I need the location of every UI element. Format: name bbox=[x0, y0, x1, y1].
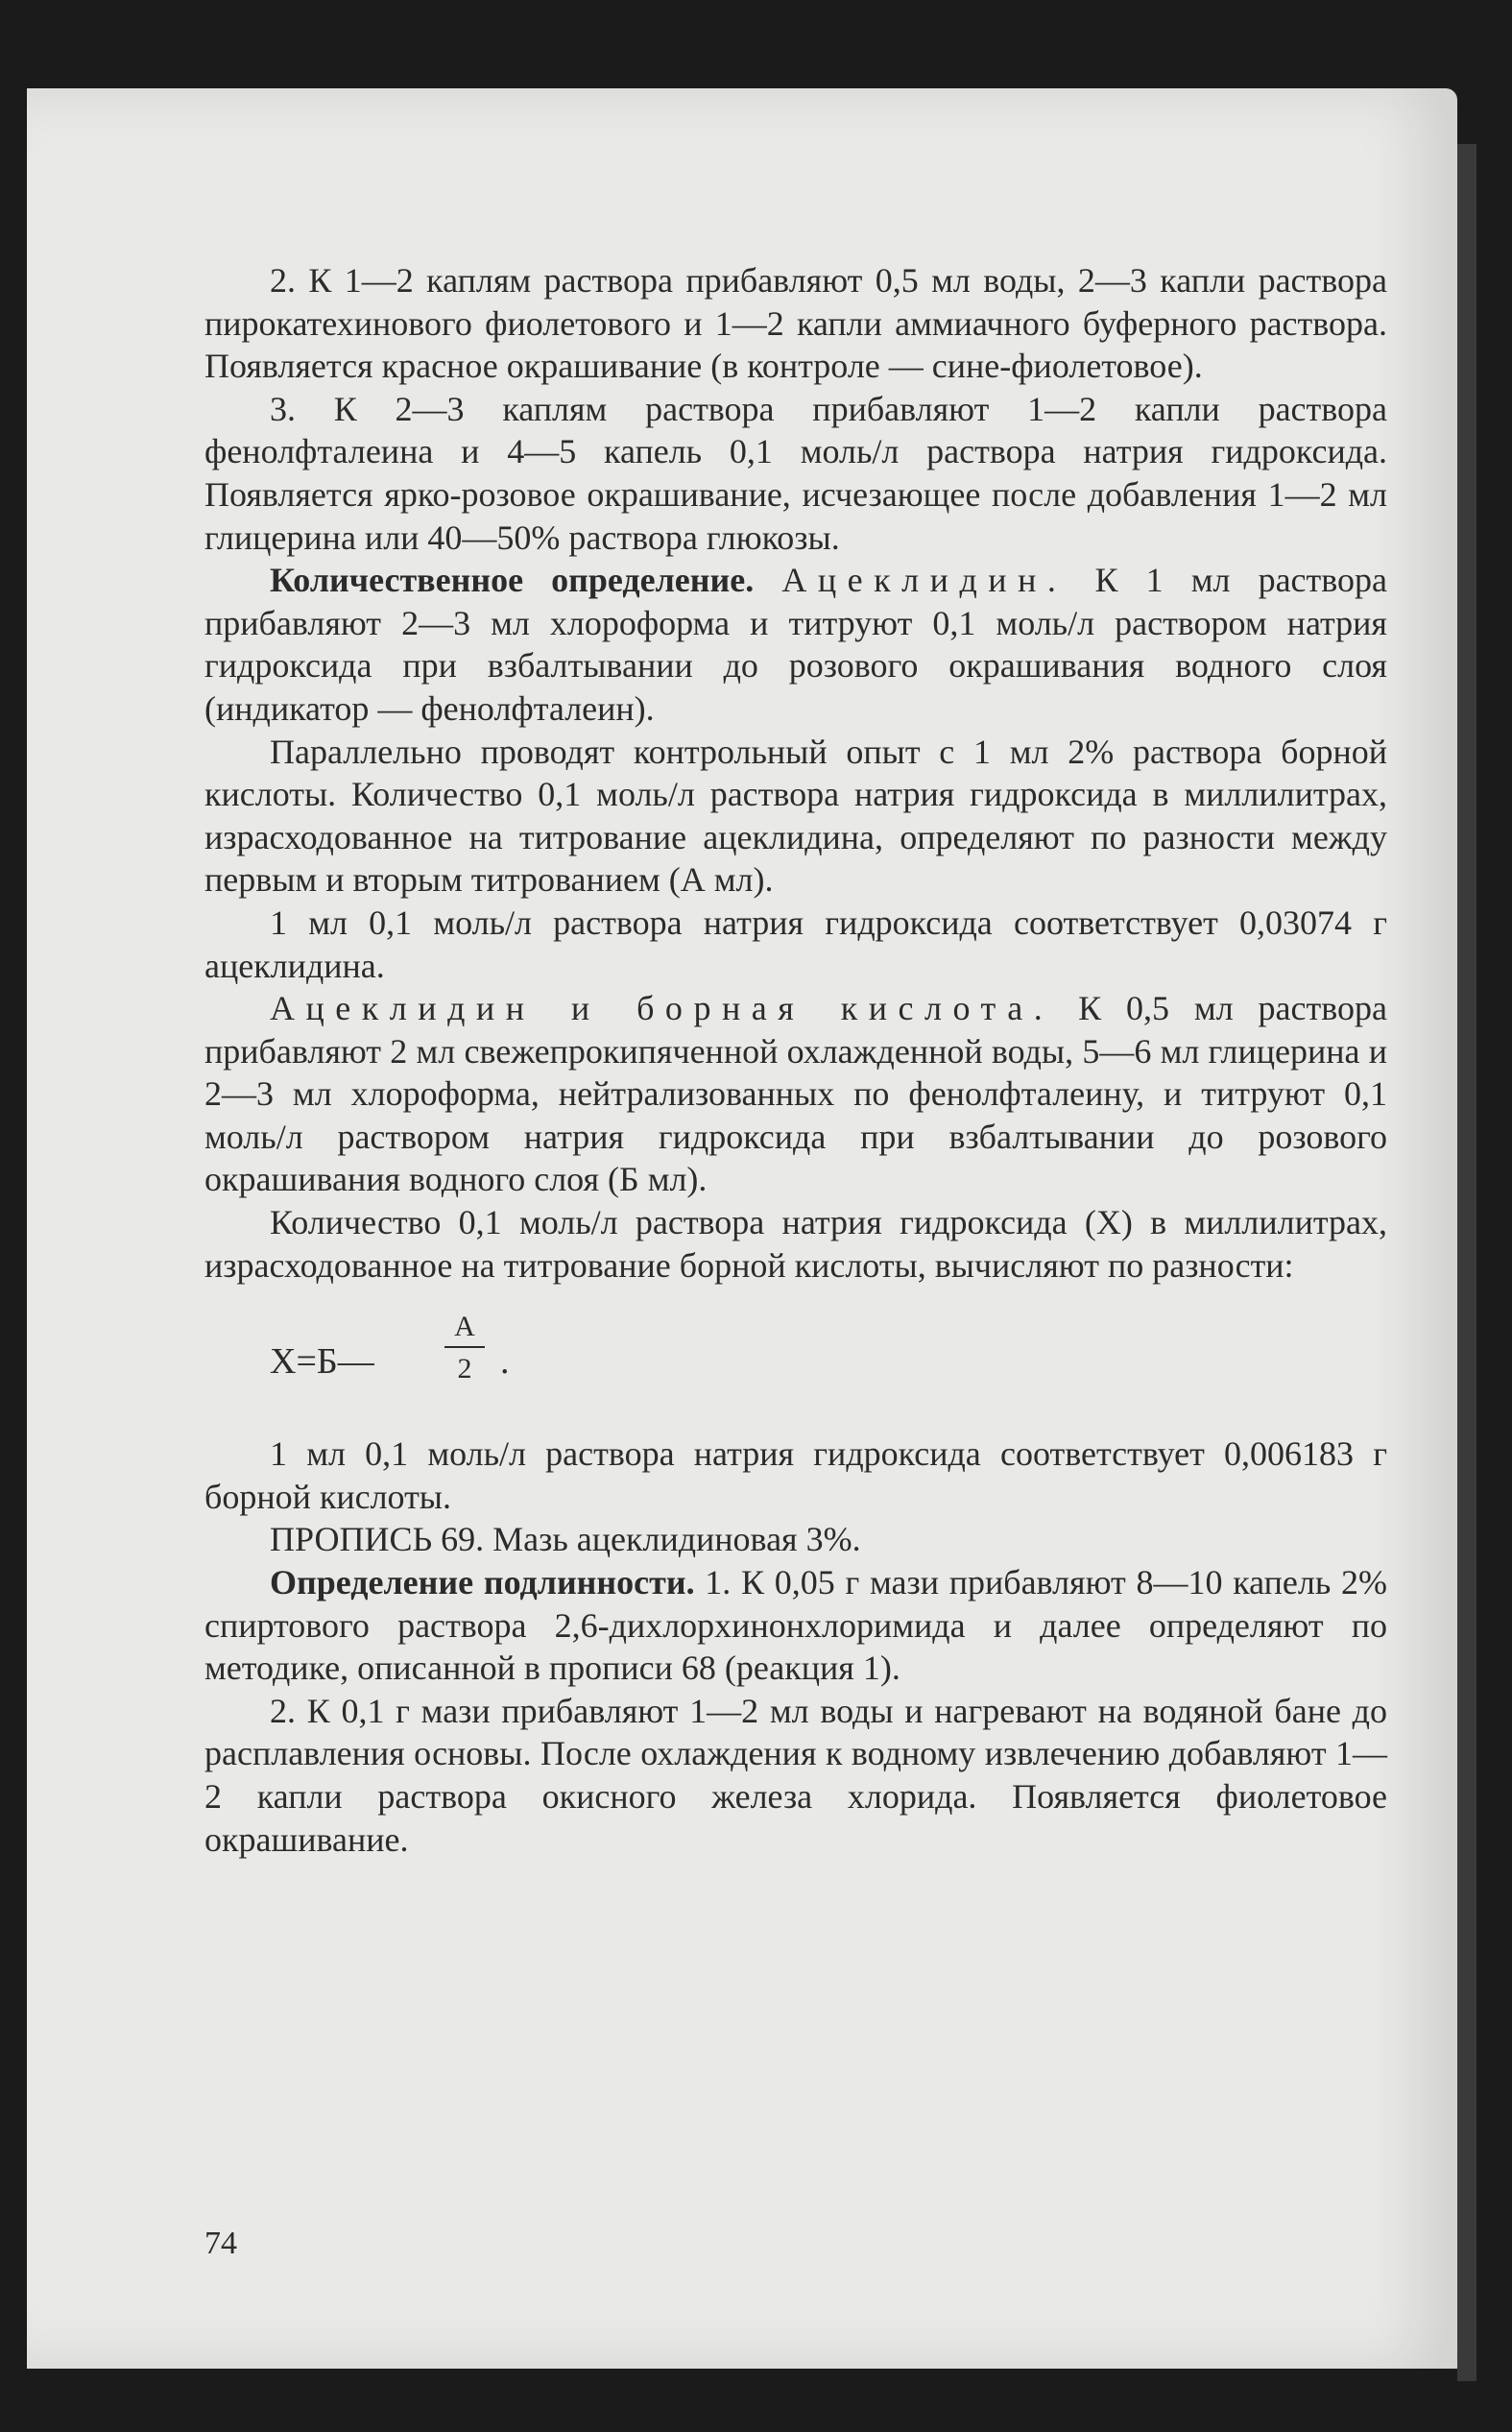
formula-tail: . bbox=[500, 1341, 510, 1383]
formula-fraction bbox=[441, 1308, 489, 1390]
paragraph-control-test: Параллельно проводят контрольный опыт с 1 мл 2% раствора борной кислоты. Количество 0,1 моль/л раствора натрия гидроксида в миллилитрах, израсходованное на титрование ацеклидина, определяют по разности между первым и вторым титрованием (А мл). bbox=[204, 732, 1387, 900]
spaced-term-aceclidine: Ацеклидин. bbox=[781, 561, 1068, 600]
formula-denominator: 2 bbox=[457, 1353, 472, 1385]
paragraph-reaction-2: 2. К 1—2 каплям раствора прибавляют 0,5 мл воды, 2—3 капли раствора пирокатехинового фиолетового и 1—2 капли аммиачного буферного раствора. Появляется красное окрашивание (в контроле — сине-фиолетовое). bbox=[204, 261, 1387, 386]
body-text bbox=[204, 259, 1387, 1861]
paragraph-equivalent-1: 1 мл 0,1 моль/л раствора натрия гидроксида соответствует 0,03074 г ацеклидина. bbox=[204, 903, 1387, 985]
paragraph-difference: Количество 0,1 моль/л раствора натрия гидроксида (X) в миллилитрах, израсходованное на титрование борной кислоты, вычисляют по разности: bbox=[204, 1203, 1387, 1285]
paragraph-identification: Определение подлинности. 1. К 0,05 г мази прибавляют 8—10 капель 2% спиртового раствора 2,6-дихлорхинонхлоримида и далее определяют по методике, описанной в прописи 68 (реакция 1). bbox=[204, 1563, 1387, 1688]
paragraph-equivalent-2: 1 мл 0,1 моль/л раствора натрия гидроксида соответствует 0,006183 г борной кислоты. bbox=[204, 1434, 1387, 1516]
paragraph-identification-2: 2. К 0,1 г мази прибавляют 1—2 мл воды и нагревают на водяной бане до расплавления основы. После охлаждения к водному извлечению добавляют 1—2 капли раствора окисного железа хлорида. Появляется фиолетовое окрашивание. bbox=[204, 1691, 1387, 1859]
page-edge-shadow bbox=[1457, 144, 1476, 2381]
page-number: 74 bbox=[204, 2226, 237, 2261]
formula-numerator: А bbox=[454, 1311, 475, 1343]
paragraph-quantitative: Количественное определение. Ацеклидин. К 1 мл раствора прибавляют 2—3 мл хлороформа и титруют 0,1 моль/л раствором натрия гидроксида при взбалтывании до розового окрашивания водного слоя (индикатор — фенолфталеин). bbox=[204, 561, 1387, 728]
paragraph-reaction-3: 3. К 2—3 каплям раствора прибавляют 1—2 капли раствора фенолфталеина и 4—5 капель 0,1 моль/л раствора натрия гидроксида. Появляется ярко-розовое окрашивание, исчезающее после добавления 1—2 мл глицерина или 40—50% раствора глюкозы. bbox=[204, 389, 1387, 557]
formula-lhs: X=Б— bbox=[270, 1341, 374, 1383]
paragraph-aceclidine-boric: Ацеклидин и борная кислота. К 0,5 мл раствора прибавляют 2 мл свежепрокипяченной охлажденной воды, 5—6 мл глицерина и 2—3 мл хлороформа, нейтрализованных по фенолфталеину, и титруют 0,1 моль/л раствором натрия гидроксида при взбалтывании до розового окрашивания водного слоя (Б мл). bbox=[204, 989, 1387, 1199]
formula bbox=[270, 1308, 1387, 1413]
spaced-term-aceclidine-boric: Ацеклидин и борная кислота. bbox=[270, 989, 1054, 1028]
section-heading-identification: Определение подлинности. bbox=[270, 1563, 695, 1602]
section-heading-quantitative: Количественное определение. bbox=[270, 561, 755, 600]
recipe-title: ПРОПИСЬ 69. Мазь ацеклидиновая 3%. bbox=[270, 1520, 861, 1559]
